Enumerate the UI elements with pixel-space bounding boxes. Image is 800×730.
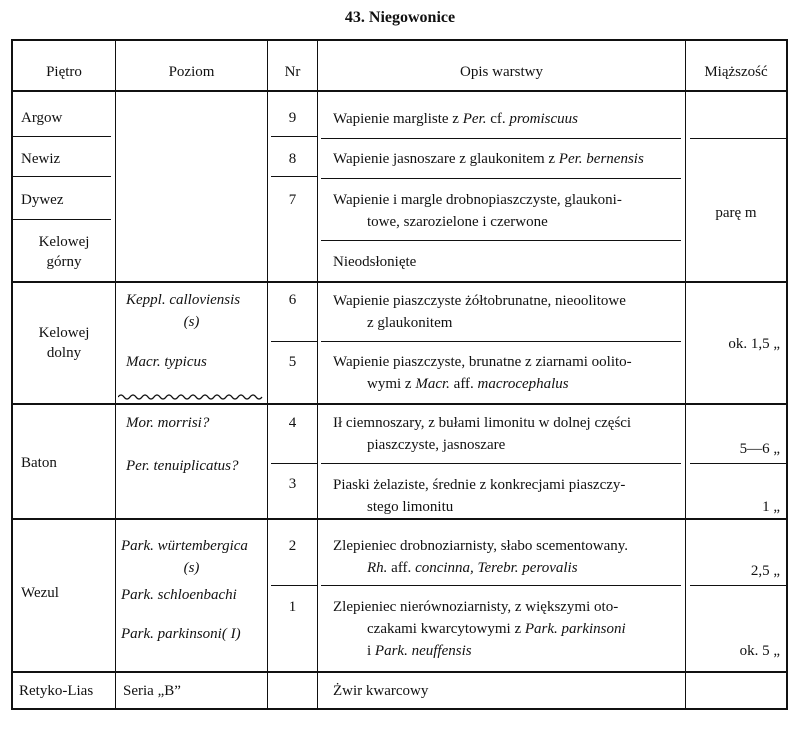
- opis-6-line2: z glaukonitem: [367, 315, 453, 331]
- opis-8: Wapienie jasnoszare z glaukonitem z Per. bernensis: [333, 151, 644, 167]
- pietro-argow: Argow: [21, 110, 63, 126]
- pietro-baton: Baton: [21, 455, 57, 471]
- opis-5-line2: wymi z Macr. aff. macrocephalus: [367, 376, 569, 392]
- poziom-seria: Seria „B”: [123, 683, 181, 699]
- nr-3: 3: [288, 476, 297, 492]
- nr-7: 7: [288, 192, 297, 208]
- poziom-park-w: Park. würtembergica: [121, 538, 248, 554]
- miazszosc-5-6: 5—6 „: [739, 441, 780, 457]
- nr-4: 4: [288, 415, 297, 431]
- opis-4-line1: Ił ciemnoszary, z bułami limonitu w dolnej części: [333, 415, 632, 431]
- pietro-wezul: Wezul: [21, 585, 59, 601]
- pietro-dywez: Dywez: [21, 192, 64, 208]
- opis-3-line2: stego limonitu: [367, 499, 454, 515]
- opis-1-line3: i Park. neuffensis: [367, 643, 472, 659]
- pietro-newiz: Newiz: [21, 151, 61, 167]
- opis-7-line1: Wapienie i margle drobnopiaszczyste, glaukoni-: [333, 192, 622, 208]
- nr-6: 6: [288, 292, 297, 308]
- opis-7-line2: towe, szarozielone i czerwone: [367, 214, 548, 230]
- opis-5-line1: Wapienie piaszczyste, brunatne z ziarnami oolito-: [333, 354, 632, 370]
- miazszosc-2-5: 2,5 „: [750, 563, 780, 579]
- page-title: 43. Niegowonice: [344, 9, 456, 26]
- opis-4-line2: piaszczyste, jasnoszare: [367, 437, 506, 453]
- poziom-keppl: Keppl. calloviensis: [126, 292, 241, 308]
- poziom-park-p: Park. parkinsoni( I): [121, 626, 241, 642]
- opis-6-line1: Wapienie piaszczyste żółtobrunatne, nieoolitowe: [333, 293, 626, 309]
- nr-5: 5: [288, 354, 297, 370]
- miazszosc-ok15: ok. 1,5 „: [728, 336, 780, 352]
- opis-9: Wapienie margliste z Per. cf. promiscuus: [333, 111, 579, 127]
- poziom-per: Per. tenuiplicatus?: [126, 458, 239, 474]
- header-pietro: Piętro: [46, 64, 82, 80]
- opis-2-line2: Rh. aff. concinna, Terebr. perovalis: [367, 560, 578, 576]
- poziom-mor: Mor. morrisi?: [126, 415, 210, 431]
- header-poziom: Poziom: [168, 64, 215, 80]
- header-miazszosc: Miąższość: [704, 64, 768, 80]
- nr-9: 9: [288, 110, 297, 126]
- pietro-kelowej-gorny-2: górny: [46, 254, 82, 270]
- header-opis: Opis warstwy: [460, 64, 543, 80]
- poziom-park-w-s: (s): [183, 560, 200, 576]
- opis-2-line1: Zlepieniec drobnoziarnisty, słabo scementowany.: [333, 538, 629, 554]
- nr-8: 8: [288, 151, 297, 167]
- pietro-kelowej-gorny-1: Kelowej: [38, 234, 90, 250]
- opis-3-line1: Piaski żelaziste, średnie z konkrecjami piaszczy-: [333, 477, 626, 493]
- nr-1: 1: [288, 599, 297, 615]
- poziom-keppl-s: (s): [183, 314, 200, 330]
- poziom-macr: Macr. typicus: [126, 354, 207, 370]
- pietro-kelowej-dolny-1: Kelowej: [38, 325, 90, 341]
- pietro-retyko: Retyko-Lias: [19, 683, 94, 699]
- opis-nieodslonite: Nieodsłonięte: [333, 254, 417, 270]
- poziom-park-s: Park. schloenbachi: [121, 587, 237, 603]
- miazszosc-ok5: ok. 5 „: [739, 643, 780, 659]
- opis-zwir: Żwir kwarcowy: [333, 683, 429, 699]
- header-nr: Nr: [284, 64, 301, 80]
- wavy-boundary: [118, 392, 264, 402]
- miazszosc-1: 1 „: [762, 499, 780, 515]
- opis-1-line2: czakami kwarcytowymi z Park. parkinsoni: [367, 621, 626, 637]
- miazszosc-pare: parę m: [715, 205, 757, 221]
- nr-2: 2: [288, 538, 297, 554]
- pietro-kelowej-dolny-2: dolny: [46, 345, 82, 361]
- opis-1-line1: Zlepieniec nierównoziarnisty, z większymi oto-: [333, 599, 619, 615]
